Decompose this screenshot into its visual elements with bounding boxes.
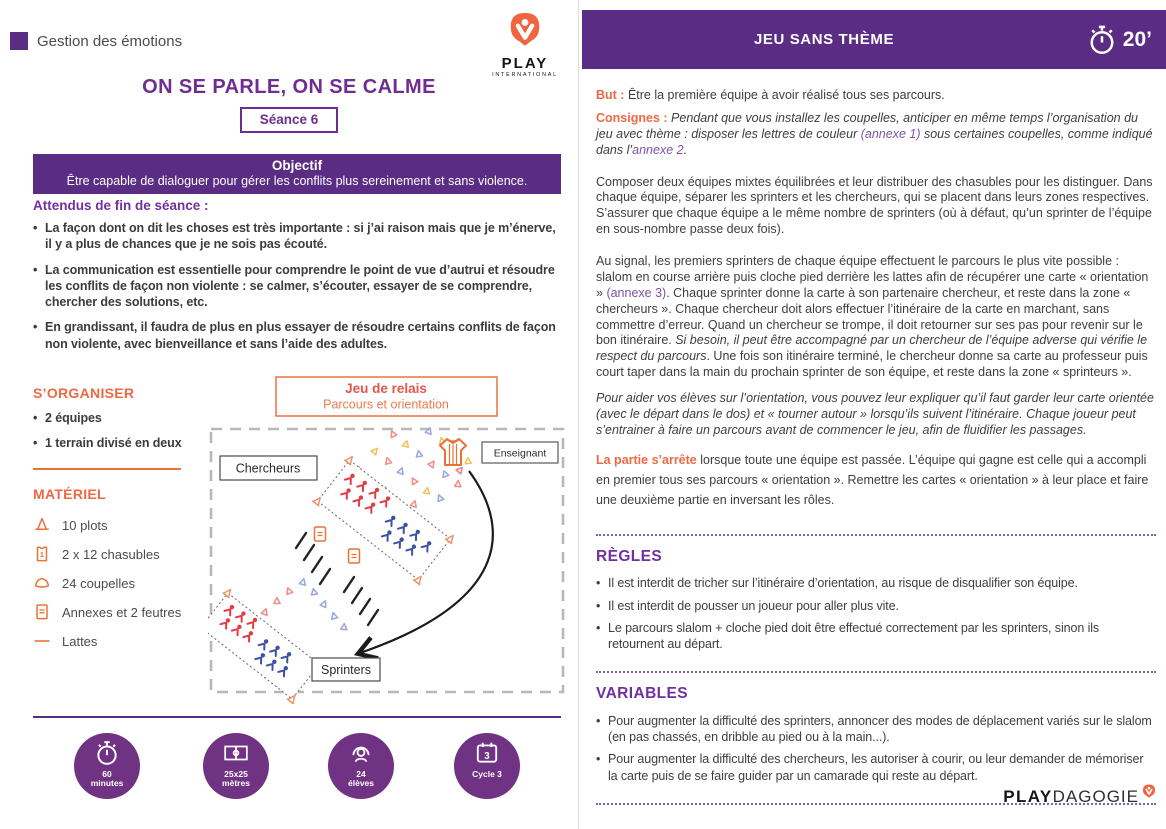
duration-badge: 60 minutes bbox=[74, 733, 140, 799]
logo-light-part: DAGOGIE bbox=[1052, 787, 1139, 806]
materiel-item bbox=[33, 627, 219, 656]
materiel-label: 2 x 12 chasubles bbox=[62, 546, 160, 562]
panel-separator bbox=[578, 0, 579, 829]
game-header bbox=[582, 10, 1166, 69]
lattes-marks bbox=[296, 533, 378, 625]
aider-paragraph: Pour aider vos élèves sur l’orientation, vous pouvez leur expliquer qu’il faut garder leur carte orientée (avec le départ dans le dos) et « tourner autour » lorsqu’ils suivent l’itinéraire. Chaque joueur peut s’entrainer à faire un parcours avant de commencer le jeu, afin de fluidifier les passages. bbox=[596, 391, 1154, 437]
objectif-text: Être capable de dialoguer pour gérer les conflits plus sereinement et sans violence. bbox=[66, 174, 528, 188]
materiel-label: 10 plots bbox=[62, 517, 108, 533]
organiser-heading: S’ORGANISER bbox=[33, 385, 135, 401]
materiel-label: Lattes bbox=[62, 633, 98, 649]
field-icon bbox=[223, 740, 249, 766]
enseignant-label bbox=[482, 442, 558, 463]
attendus-heading: Attendus de fin de séance : bbox=[33, 198, 209, 213]
fin-label: La partie s’arrête bbox=[596, 452, 697, 467]
game-title: JEU SANS THÈME bbox=[753, 31, 895, 48]
variables-section bbox=[596, 673, 1156, 805]
consignes-paragraph: Consignes : Pendant que vous installez les coupelles, anticiper en même temps l’organisation du jeu avec thème : disposer les lettres de couleur (annexe 1) sous certaines coupelles, comme indiqué dans l’annexe 2. bbox=[596, 110, 1153, 157]
regles-heading: RÈGLES bbox=[596, 547, 663, 565]
objectif-box bbox=[33, 154, 561, 194]
annexe-3-link[interactable]: (annexe 3) bbox=[606, 285, 667, 300]
materiel-heading: MATÉRIEL bbox=[33, 485, 106, 502]
materiel-label: 24 coupelles bbox=[62, 575, 135, 591]
variable-bullet: • Pour augmenter la difficulté des chercheurs, les autoriser à courir, ou leur demander de mémoriser la carte puis de se faire guider par un camarade qui reste au départ. bbox=[596, 751, 1156, 784]
game-diagram bbox=[208, 374, 568, 704]
svg-text:Enseignant: Enseignant bbox=[493, 447, 547, 460]
variable-bullet: • Pour augmenter la difficulté des sprinters, annoncer des modes de déplacement variés sur le slalom (en pas chassés, en dribble au pied ou à la main...). bbox=[596, 713, 1156, 746]
annex-icon bbox=[33, 603, 51, 621]
annex-card-icon bbox=[349, 549, 360, 563]
organiser-bullet: • 2 équipes bbox=[33, 410, 219, 426]
cycle-badge: 3 Cycle 3 bbox=[454, 733, 520, 799]
play-international-logo bbox=[490, 12, 560, 79]
students-badge: 24 élèves bbox=[328, 733, 394, 799]
chercheurs-label bbox=[220, 456, 317, 480]
materiel-section bbox=[33, 486, 219, 656]
organiser-bullet: • 1 terrain divisé en deux bbox=[33, 435, 219, 451]
sprinters-zone bbox=[208, 587, 325, 704]
stopwatch-icon bbox=[1087, 25, 1117, 55]
materiel-label: Annexes et 2 feutres bbox=[62, 604, 182, 620]
theme-color-square bbox=[10, 32, 28, 50]
theme-label: Gestion des émotions bbox=[37, 33, 183, 50]
diagram-title: Jeu de relais bbox=[345, 381, 427, 396]
svg-text:Chercheurs: Chercheurs bbox=[235, 461, 301, 476]
stopwatch-icon bbox=[94, 740, 120, 766]
section-divider bbox=[33, 468, 181, 470]
materiel-item bbox=[33, 540, 219, 569]
attendus-section bbox=[33, 198, 565, 361]
attendus-bullet: • La façon dont on dit les choses est très importante : si j’ai raison mais que je m’énerve, il y a plus de chances que je ne sois pas écouté. bbox=[33, 220, 565, 253]
signal-paragraph: Au signal, les premiers sprinters de chaque équipe effectuent le parcours le plus vite possible : slalom en course arrière puis cloche pied derrière les lattes afin de récupérer une carte « orientation » (annexe 3). Chaque sprinter donne la carte à son partenaire chercheur, et reste dans la zone « chercheurs ». Chaque chercheur doit alors effectuer l’itinéraire de la carte en marchant, sans commettre d’erreur. Quand un chercheur se trompe, il doit retourner sur ses pas pour revenir sur le bon itinéraire. Si besoin, il peut être accompagné par un chercheur de l’équipe adverse qui vérifie le respect du parcours. Une fois son itinéraire terminé, le chercheur donne sa carte au professeur puis court taper dans la main du prochain sprinter de son équipe, et reste dans la zone « sprinteurs ». bbox=[596, 254, 1149, 380]
bib-icon bbox=[33, 545, 51, 563]
annexe-1-link[interactable]: (annexe 1) bbox=[860, 126, 921, 141]
but-label: But : bbox=[596, 88, 625, 102]
bib-number: 1 bbox=[39, 550, 45, 560]
logo-brand-text: PLAY bbox=[501, 55, 549, 72]
regle-bullet: • Il est interdit de pousser un joueur pour aller plus vite. bbox=[596, 598, 1156, 614]
logo-sub-text: INTERNATIONAL bbox=[492, 72, 558, 78]
regles-section bbox=[596, 534, 1156, 674]
sprinters-label bbox=[312, 658, 380, 681]
duration-indicator bbox=[1087, 10, 1152, 69]
jersey-icon bbox=[440, 439, 466, 465]
attendus-bullet: • En grandissant, il faudra de plus en plus essayer de résoudre certains conflits de façon non violente, avec bienveillance et sans l’aide des adultes. bbox=[33, 319, 565, 352]
diagram-title-box bbox=[276, 377, 497, 416]
attendus-bullet: • La communication est essentielle pour comprendre le point de vue d’autrui et résoudre les conflits de façon non violente : se calmer, s’écouter, essayer de se comprendre, chercher des solutions, etc. bbox=[33, 262, 565, 311]
page-title: ON SE PARLE, ON SE CALME bbox=[142, 76, 436, 98]
but-paragraph: But : Être la première équipe à avoir réalisé tous ses parcours. bbox=[596, 88, 945, 102]
objectif-heading: Objectif bbox=[271, 158, 323, 173]
regle-bullet: • Il est interdit de tricher sur l’itinéraire d’orientation, au risque de disqualifier son équipe. bbox=[596, 575, 1156, 591]
svg-text:3: 3 bbox=[484, 750, 490, 762]
diagram-subtitle: Parcours et orientation bbox=[323, 397, 449, 412]
game-description bbox=[596, 84, 1156, 805]
materiel-item bbox=[33, 511, 219, 540]
variables-heading: VARIABLES bbox=[596, 685, 689, 703]
chercheurs-zone bbox=[312, 454, 456, 585]
annex-card-icon bbox=[315, 527, 326, 541]
footer-divider bbox=[33, 716, 561, 718]
play-badge-icon bbox=[507, 12, 543, 50]
slat-icon bbox=[33, 632, 51, 650]
organiser-section bbox=[33, 385, 219, 452]
logo-bold-part: PLAY bbox=[1003, 787, 1053, 806]
playdagogie-logo bbox=[1003, 787, 1156, 807]
consignes-label: Consignes : bbox=[596, 110, 668, 125]
seance-badge: Séance 6 bbox=[240, 107, 339, 133]
fin-paragraph: La partie s’arrête lorsque toute une équipe est passée. L’équipe qui gagne est celle qui a accompli en premier tous ses parcours « orientation ». Remettre les cartes « orientation » à leur place et faire une deuxième partie en inversant les rôles. bbox=[596, 452, 1149, 507]
duration-value: 20’ bbox=[1122, 27, 1152, 51]
annexe-2-link[interactable]: annexe 2 bbox=[632, 142, 684, 157]
compose-paragraph: Composer deux équipes mixtes équilibrées et leur distribuer des chasubles pour les distinguer. Dans chaque équipe, séparer les sprinters et les chercheurs, qui se placent dans leurs zones respectives. S’assurer que chaque équipe a le même nombre de sprinters (où à défaut, qu’un sprinter de l’équipe en sous-nombre passe deux fois). bbox=[596, 174, 1153, 237]
materiel-item bbox=[33, 569, 219, 598]
cone-icon bbox=[33, 516, 51, 534]
cup-icon bbox=[33, 574, 51, 592]
field-size-badge: 25x25 mètres bbox=[203, 733, 269, 799]
regle-bullet: • Le parcours slalom + cloche pied doit être effectué correctement par les sprinters, sinon ils retournent au départ. bbox=[596, 620, 1156, 653]
playdagogie-badge-icon bbox=[1142, 784, 1156, 799]
calendar-icon bbox=[474, 740, 500, 766]
svg-text:Sprinters: Sprinters bbox=[320, 663, 372, 677]
students-icon bbox=[348, 740, 374, 766]
materiel-item bbox=[33, 598, 219, 627]
